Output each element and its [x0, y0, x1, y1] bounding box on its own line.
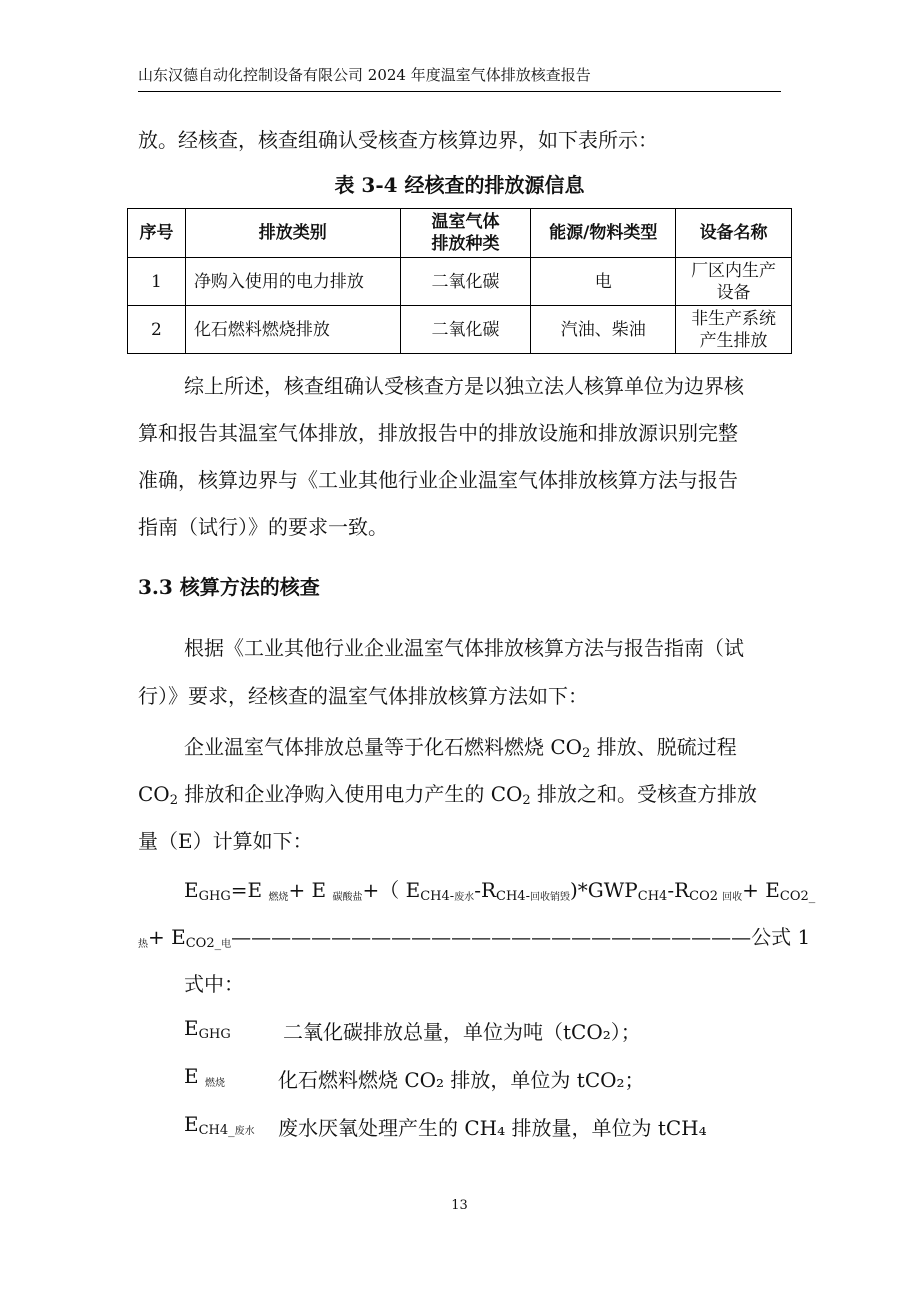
formula-token: + E	[148, 925, 186, 949]
table-cell: 净购入使用的电力排放	[185, 258, 400, 306]
table-caption: 表 3-4 经核查的排放源信息	[334, 173, 585, 197]
formula-token: CO2_	[185, 936, 222, 951]
formula-token: CO2	[689, 889, 723, 904]
formula-token: CH4-	[420, 889, 455, 904]
formula-token: +（ E	[362, 878, 421, 902]
formula-token: CO2_	[779, 889, 816, 904]
formula-token: 废水	[454, 892, 475, 903]
table-cell: 电	[531, 258, 676, 306]
formula-token: GHG	[198, 889, 231, 904]
formula-token: 燃烧	[268, 892, 289, 903]
formula-token: =E	[230, 878, 269, 902]
formula-token: 碳酸盐	[332, 892, 363, 903]
summary-line: 综上所述，核查组确认受核查方是以独立法人核算单位为边界核	[184, 374, 744, 398]
table-cell: 二氧化碳	[400, 306, 531, 354]
header-cell: 序号	[128, 209, 186, 258]
where-label: 式中：	[184, 972, 244, 996]
summary-line: 准确，核算边界与《工业其他行业企业温室气体排放核算方法与报告	[138, 468, 738, 492]
formula-token: -R	[474, 878, 497, 902]
running-header: 山东汉德自动化控制设备有限公司 2024 年度温室气体排放核查报告	[138, 66, 591, 84]
table-cell: 非生产系统 产生排放	[676, 306, 792, 354]
definition-description: 废水厌氧处理产生的 CH₄ 排放量，单位为 tCH₄	[278, 1116, 707, 1140]
summary-line: 算和报告其温室气体排放，排放报告中的排放设施和排放源识别完整	[138, 421, 738, 445]
formula-token: 热	[138, 939, 148, 950]
method-line: 根据《工业其他行业企业温室气体排放核算方法与报告指南（试	[184, 636, 744, 660]
table-cell: 2	[128, 306, 186, 354]
formula-line	[184, 874, 815, 903]
formula-token: 回收	[722, 892, 743, 903]
table-cell: 厂区内生产 设备	[676, 258, 792, 306]
header-cell: 设备名称	[676, 209, 792, 258]
formula-token: + E	[742, 878, 780, 902]
formula-token: CH4	[637, 889, 668, 904]
table-row	[128, 306, 792, 354]
total-line: $CO_2$ 排放和企业净购入使用电力产生的 $CO_2$ 排放之和。受核查方排放	[138, 782, 758, 808]
table-cell: 二氧化碳	[400, 258, 531, 306]
formula-token: ——————————————————————————公式 1	[231, 925, 811, 949]
header-cell: 能源/物料类型	[531, 209, 676, 258]
intro-paragraph: 放。经核查，核查组确认受核查方核算边界，如下表所示：	[138, 128, 658, 152]
definition-description: 二氧化碳排放总量，单位为吨（tCO₂）；	[283, 1020, 641, 1044]
emission-source-table	[127, 208, 792, 354]
summary-line: 指南（试行）》的要求一致。	[138, 515, 388, 539]
formula-token: + E	[288, 878, 333, 902]
formula-token: 回收销毁	[529, 892, 570, 903]
table-cell: 1	[128, 258, 186, 306]
method-line: 行）》要求，经核查的温室气体排放核算方法如下：	[138, 684, 588, 708]
total-line: 企业温室气体排放总量等于化石燃料燃烧 $CO_2$ 排放、脱硫过程	[184, 735, 737, 761]
formula-token: -R	[667, 878, 690, 902]
header-rule	[138, 91, 781, 92]
definition-symbol: $E_{GHG}$	[184, 1016, 231, 1042]
definition-symbol: E $_{燃烧}$	[184, 1064, 225, 1089]
table-row	[128, 258, 792, 306]
section-heading: 3.3 核算方法的核查	[138, 575, 320, 599]
definition-description: 化石燃料燃烧 CO₂ 排放，单位为 tCO₂；	[278, 1068, 645, 1092]
formula-token: CH4-	[496, 889, 530, 904]
header-cell: 温室气体 排放种类	[400, 209, 531, 258]
table-cell: 化石燃料燃烧排放	[185, 306, 400, 354]
formula-token: 电	[221, 939, 232, 950]
total-line: 量（E）计算如下：	[138, 829, 313, 853]
table-header-row	[128, 209, 792, 258]
table-cell: 汽油、柴油	[531, 306, 676, 354]
formula-token: E	[184, 878, 199, 902]
page-number: 13	[451, 1198, 468, 1213]
definition-symbol: $E_{CH4\_废水}$	[184, 1112, 255, 1138]
formula-line	[138, 921, 810, 950]
header-cell: 排放类别	[185, 209, 400, 258]
formula-token: )*GWP	[569, 878, 638, 902]
